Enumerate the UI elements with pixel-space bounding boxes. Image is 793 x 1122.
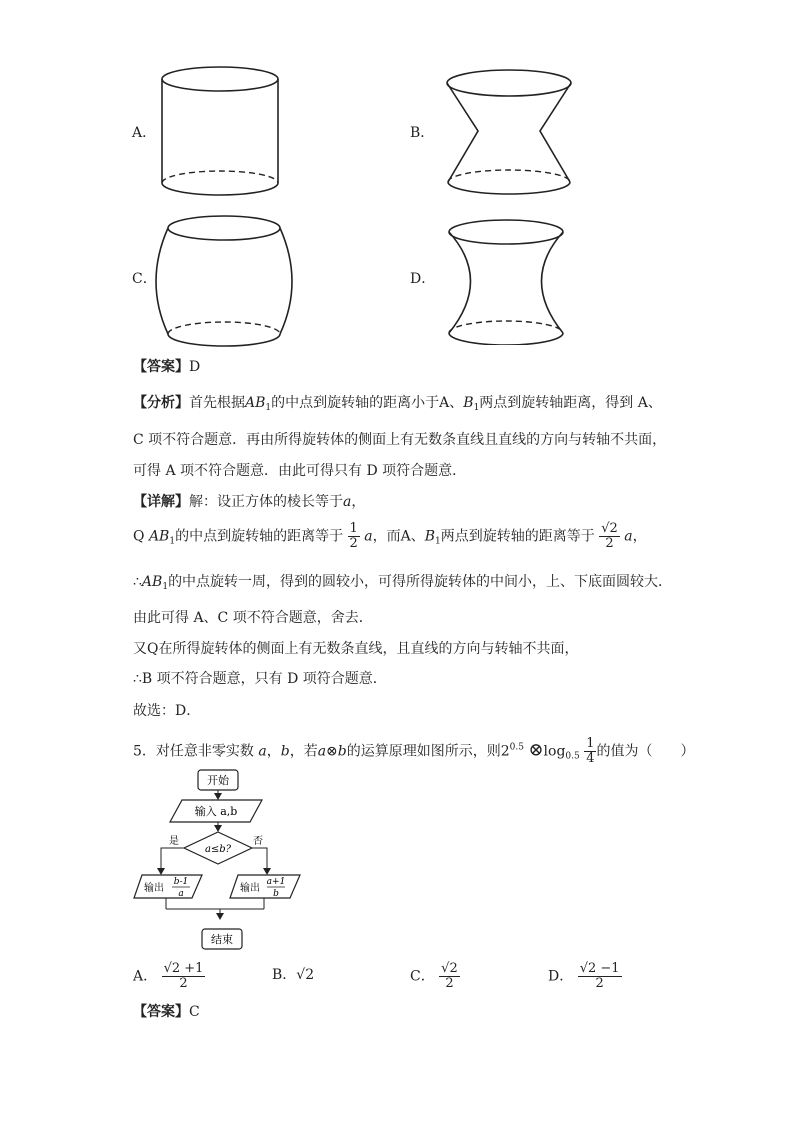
frac-den: 2 <box>445 976 454 991</box>
subscript: 1 <box>162 582 169 592</box>
frac-num: √2 +1 <box>163 961 204 976</box>
flow-output-right-num: a+1 <box>266 877 286 887</box>
separator: 、 <box>410 528 425 545</box>
detail-text: 的中点到旋转轴的距离等于 <box>175 528 344 545</box>
flow-output-right-text: 输出 <box>240 883 260 894</box>
var-a: a <box>364 528 373 545</box>
figure-a-cylinder <box>155 65 285 200</box>
frac-num: √2 −1 <box>579 961 620 976</box>
segment-ab1: AB <box>148 528 170 545</box>
detail-label: 【详解】 <box>133 494 189 510</box>
choice-a <box>133 962 205 991</box>
power-exponent: 0.5 <box>509 742 524 753</box>
flow-output-left-den: a <box>178 889 184 899</box>
comma: ， <box>351 494 366 510</box>
analysis-label: 【分析】 <box>133 395 189 411</box>
flow-output-left-text: 输出 <box>144 883 164 894</box>
detail-text: 的中点旋转一周，得到的圆较小，可得所得旋转体的中间小，上、下底面圆较大． <box>168 574 673 590</box>
answer-label: 【答案】 <box>133 1004 189 1020</box>
fraction-half <box>348 522 360 551</box>
analysis-line-1 <box>133 394 662 417</box>
choice-label: D． <box>548 968 574 985</box>
subscript: 1 <box>265 403 272 413</box>
frac-num: √2 <box>441 961 458 976</box>
answer-value: C <box>189 1004 200 1020</box>
subscript: 1 <box>169 536 176 547</box>
answer-line-2 <box>133 1003 200 1021</box>
figure-b-double-cone <box>440 68 580 200</box>
analysis-text: 首先根据 <box>189 395 245 411</box>
point-a: A <box>439 395 450 411</box>
separator: 、 <box>449 395 464 411</box>
option-a-label: A． <box>132 125 157 141</box>
frac-den: 2 <box>179 976 188 991</box>
therefore-symbol: ∴ <box>133 574 142 590</box>
choice-value: √2 <box>296 967 315 983</box>
flow-yes-label: 是 <box>169 836 179 847</box>
analysis-text: 的中点到旋转轴的距离小于 <box>271 395 440 411</box>
because-symbol: Q <box>147 641 159 657</box>
analysis-text: 两点到旋转轴距离，得到 A、 <box>479 395 662 411</box>
choice-label: B． <box>272 967 297 983</box>
flow-input-text: 输入 a,b <box>194 805 238 818</box>
option-c-label: C． <box>132 271 157 287</box>
q5-text: ，若 <box>289 743 318 760</box>
segment-ab1: AB <box>245 395 266 411</box>
detail-line-7: 故选：D． <box>133 703 201 719</box>
choice-fraction <box>162 962 206 991</box>
q5-text: 的运算原理如图所示，则 <box>346 743 501 760</box>
choice-fraction <box>439 962 460 991</box>
flow-start-text: 开始 <box>207 774 229 787</box>
choice-b <box>272 966 314 984</box>
choice-fraction <box>578 962 622 991</box>
frac-den: 4 <box>586 751 595 766</box>
frac-den: 2 <box>605 536 614 551</box>
point-a: A <box>400 528 411 545</box>
flowchart <box>130 768 310 953</box>
var-a: a <box>343 494 352 510</box>
figure-d-hyperboloid <box>442 215 572 345</box>
choice-d <box>548 962 622 991</box>
segment-ab1: AB <box>141 574 163 590</box>
comma: ， <box>266 743 281 760</box>
flow-output-left-num: b-1 <box>173 877 189 887</box>
answer-label: 【答案】 <box>133 359 189 375</box>
point-b1: B <box>424 528 436 545</box>
point-b1: B <box>463 395 474 411</box>
because-symbol: Q <box>133 528 145 545</box>
otimes-symbol: ⊗ <box>528 739 544 761</box>
option-b-label: B． <box>410 125 435 141</box>
var-a: a <box>624 528 633 545</box>
detail-line-6: ∴B 项不符合题意，只有 D 项符合题意． <box>133 671 387 687</box>
detail-text: ，而 <box>372 528 401 545</box>
q5-text: 5．对任意非零实数 <box>133 743 254 760</box>
var-b: b <box>280 743 290 760</box>
detail-line-5 <box>133 640 578 658</box>
operator-expression: a⊗b <box>317 743 347 760</box>
detail-text: 解：设正方体的棱长等于 <box>189 494 343 510</box>
frac-den: 2 <box>595 976 604 991</box>
fraction-quarter <box>584 737 596 766</box>
log-function: log <box>543 743 566 760</box>
q5-text: 的值为（ ） <box>596 743 695 760</box>
detail-line-2 <box>133 522 647 551</box>
subscript: 1 <box>473 403 480 413</box>
detail-line-4: 由此可得 A、C 项不符合题意，舍去． <box>133 610 373 626</box>
answer-value: D <box>189 359 201 375</box>
fraction-root2-over-2 <box>599 522 620 551</box>
flow-output-right-den: b <box>273 889 279 899</box>
detail-text: 又 <box>133 641 147 657</box>
log-base: 0.5 <box>565 751 580 762</box>
var-a: a <box>258 743 267 760</box>
analysis-line-3: 可得 A 项不符合题意．由此可得只有 D 项符合题意． <box>133 463 467 479</box>
power-base: 2 <box>500 743 510 760</box>
figure-c-barrel <box>152 212 297 347</box>
choice-label: A． <box>133 968 158 985</box>
frac-num: 1 <box>349 521 358 536</box>
answer-line <box>133 358 200 376</box>
option-d-label: D． <box>410 271 436 287</box>
frac-num: 1 <box>586 736 595 751</box>
question-5 <box>133 737 694 766</box>
frac-num: √2 <box>601 521 618 536</box>
analysis-line-2: C 项不符合题意．再由所得旋转体的侧面上有无数条直线且直线的方向与转轴不共面， <box>133 432 667 448</box>
choice-label: C． <box>410 968 435 985</box>
detail-text: 在所得旋转体的侧面上有无数条直线，且直线的方向与转轴不共面， <box>158 641 579 657</box>
detail-line-3 <box>133 573 672 596</box>
choice-c <box>410 962 460 991</box>
frac-den: 2 <box>349 536 358 551</box>
detail-line-1 <box>133 493 365 511</box>
comma: ， <box>632 528 647 545</box>
flow-end-text: 结束 <box>211 933 233 946</box>
flow-decision-text: a≤b? <box>204 844 232 855</box>
detail-text: 两点到旋转轴的距离等于 <box>440 528 595 545</box>
flow-no-label: 否 <box>253 836 263 847</box>
subscript: 1 <box>435 536 441 547</box>
